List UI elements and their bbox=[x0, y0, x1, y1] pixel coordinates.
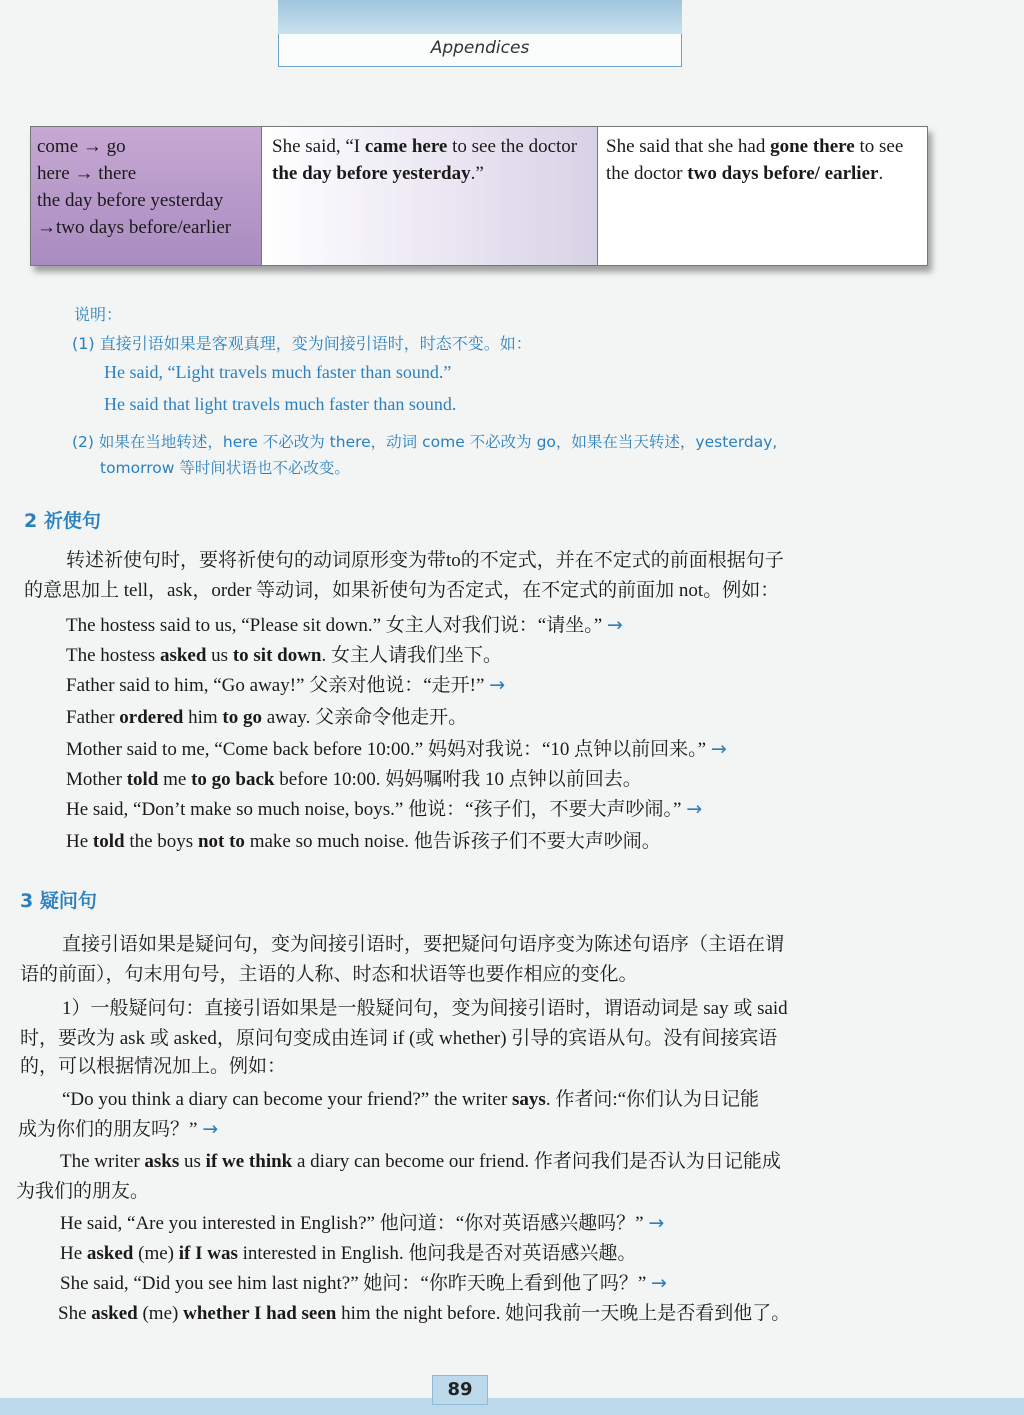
example-line: Father ordered him to go away. 父亲命令他走开。 bbox=[66, 707, 468, 728]
note-1: (1) 直接引语如果是客观真理，变为间接引语时，时态不变。如： bbox=[72, 334, 532, 353]
conversion-table bbox=[30, 126, 928, 266]
arrow-icon: → bbox=[606, 614, 623, 636]
arrow-icon: → bbox=[489, 674, 506, 696]
section-3-para-2b: 时，要改为 ask 或 asked，原问句变成由连词 if (或 whether) 引导的宾语从句。没有间接宾语 bbox=[20, 1028, 778, 1049]
section-2-title: 2 祈使句 bbox=[24, 510, 101, 532]
indirect-bold: two days before/ earlier bbox=[687, 163, 879, 184]
note-example-2: He said that light travels much faster than sound. bbox=[104, 394, 457, 414]
example-line: The hostess said to us, “Please sit down.” 女主人对我们说：“请坐。” → bbox=[66, 614, 623, 636]
example-line: Father said to him, “Go away!” 父亲对他说：“走开!” → bbox=[66, 674, 506, 696]
rule-line: the day before yesterday bbox=[37, 190, 224, 211]
rule-line: here → there bbox=[37, 163, 137, 184]
table-cell-indirect bbox=[598, 127, 927, 265]
indirect-text: to see the doctor bbox=[606, 136, 904, 184]
section-2-para-1: 转述祈使句时，要将祈使句的动词原形变为带to的不定式，并在不定式的前面根据句子 bbox=[66, 550, 784, 571]
note-2a: (2) 如果在当地转述，here 不必改为 there，动词 come 不必改为 go，如果在当天转述，yesterday, bbox=[72, 433, 778, 451]
indirect-text: She said that she had bbox=[606, 136, 771, 157]
indirect-bold: gone there bbox=[770, 136, 855, 157]
section-2-para-2: 的意思加上 tell，ask，order 等动词，如果祈使句为否定式，在不定式的前面加 not。例如： bbox=[24, 580, 780, 601]
arrow-icon: → bbox=[648, 1212, 665, 1234]
example-line: 为我们的朋友。 bbox=[16, 1181, 150, 1202]
page-number: 89 bbox=[432, 1375, 488, 1405]
example-line: The writer asks us if we think a diary can become our friend. 作者问我们是否认为日记能成 bbox=[60, 1151, 781, 1172]
rule-line: →two days before/earlier bbox=[37, 217, 232, 238]
example-line: He asked (me) if I was interested in English. 他问我是否对英语感兴趣。 bbox=[60, 1243, 637, 1264]
section-3-para-1a: 直接引语如果是疑问句，变为间接引语时，要把疑问句语序变为陈述句语序（主语在谓 bbox=[62, 934, 785, 955]
example-line: The hostess asked us to sit down. 女主人请我们坐下。 bbox=[66, 645, 503, 666]
arrow-icon: → bbox=[651, 1272, 667, 1294]
direct-bold: came here bbox=[364, 136, 448, 157]
direct-text: She said, “I bbox=[272, 136, 365, 157]
section-3-title: 3 疑问句 bbox=[20, 890, 97, 912]
direct-bold: the day before yesterday bbox=[272, 163, 471, 184]
section-3-para-2c: 的，可以根据情况加上。例如： bbox=[20, 1056, 287, 1077]
example-line: Mother said to me, “Come back before 10:00.” 妈妈对我说：“10 点钟以前回来。” → bbox=[66, 738, 727, 760]
arrow-icon: → bbox=[202, 1118, 219, 1140]
example-line: 成为你们的朋友吗？” → bbox=[18, 1118, 219, 1140]
note-2b: tomorrow 等时间状语也不必改变。 bbox=[100, 459, 350, 477]
section-3-para-2a: 1）一般疑问句：直接引语如果是一般疑问句，变为间接引语时，谓语动词是 say 或 said bbox=[62, 998, 788, 1019]
table-cell-rules bbox=[31, 127, 262, 265]
example-line: “Do you think a diary can become your friend?” the writer says. 作者问:“你们认为日记能 bbox=[62, 1089, 760, 1110]
example-line: He said, “Are you interested in English?” 他问道：“你对英语感兴趣吗？” → bbox=[60, 1212, 665, 1234]
header-decoration bbox=[278, 0, 682, 34]
example-line: Mother told me to go back before 10:00. 妈妈嘱咐我 10 点钟以前回去。 bbox=[66, 769, 642, 790]
footer-bar bbox=[0, 1398, 1024, 1415]
section-3-para-1b: 语的前面），句末用句号，主语的人称、时态和状语等也要作相应的变化。 bbox=[20, 964, 638, 985]
example-line: He said, “Don’t make so much noise, boys.” 他说：“孩子们，不要大声吵闹。” → bbox=[66, 798, 703, 820]
direct-text: .” bbox=[470, 163, 484, 184]
table-cell-direct bbox=[262, 127, 598, 265]
running-header: Appendices bbox=[278, 34, 682, 67]
rule-line: come → go bbox=[37, 136, 126, 157]
arrow-icon: → bbox=[686, 798, 703, 820]
example-line: She said, “Did you see him last night?” 她问：“你昨天晚上看到他了吗？” → bbox=[60, 1272, 667, 1294]
notes-title: 说明： bbox=[74, 305, 123, 324]
example-line: He told the boys not to make so much noise. 他告诉孩子们不要大声吵闹。 bbox=[66, 831, 661, 852]
example-line: She asked (me) whether I had seen him the night before. 她问我前一天晚上是否看到他了。 bbox=[58, 1303, 791, 1324]
note-example-1: He said, “Light travels much faster than sound.” bbox=[104, 362, 452, 382]
indirect-text: . bbox=[878, 163, 884, 184]
direct-text: to see the doctor bbox=[447, 136, 578, 157]
arrow-icon: → bbox=[710, 738, 727, 760]
